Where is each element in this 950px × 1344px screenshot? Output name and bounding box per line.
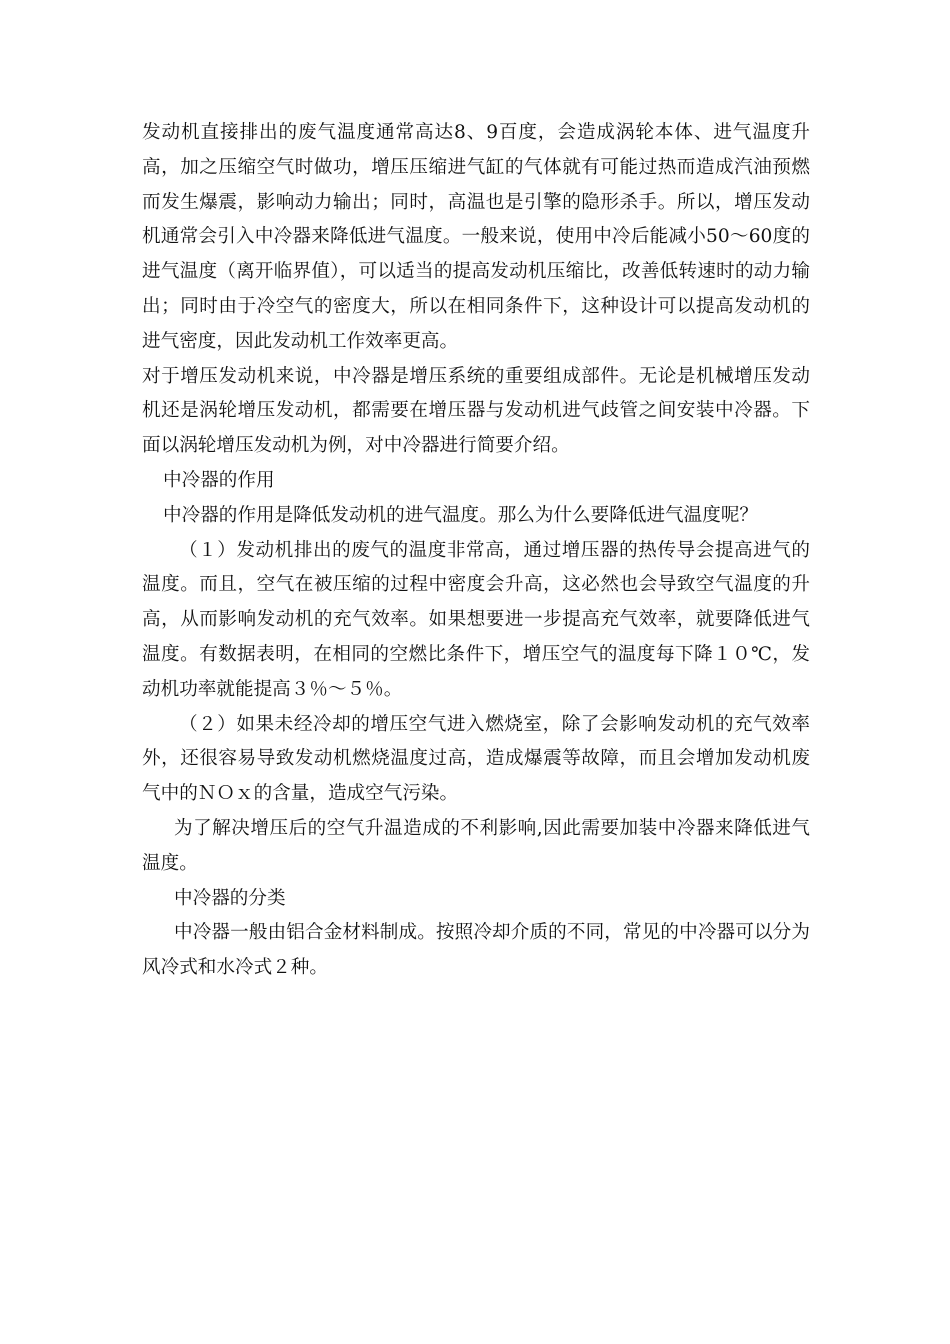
paragraph-intercooler-importance: 对于增压发动机来说，中冷器是增压系统的重要组成部件。无论是机械增压发动机还是涡轮增压发动机，都需要在增压器与发动机进气歧管之间安装中冷器。下面以涡轮增压发动机为例，对中冷器进行简要介绍。 xyxy=(142,365,810,457)
paragraph-function-intro: 中冷器的作用是降低发动机的进气温度。那么为什么要降低进气温度呢？ xyxy=(163,504,759,526)
section-heading-classification: 中冷器的分类 xyxy=(174,887,286,909)
document-body xyxy=(142,116,810,986)
section-heading-function: 中冷器的作用 xyxy=(163,469,275,491)
paragraph-reason-1: （１）发动机排出的废气的温度非常高，通过增压器的热传导会提高进气的温度。而且，空气在被压缩的过程中密度会升高，这必然也会导致空气温度的升高，从而影响发动机的充气效率。如果想要进一步提高充气效率，就要降低进气温度。有数据表明，在相同的空燃比条件下，增压空气的温度每下降１０℃，发动机功率就能提高３％～５％。 xyxy=(142,539,810,700)
paragraph-solution: 为了解决增压后的空气升温造成的不利影响,因此需要加装中冷器来降低进气温度。 xyxy=(142,817,810,874)
paragraph-exhaust-temperature: 发动机直接排出的废气温度通常高达8、9百度，会造成涡轮本体、进气温度升高，加之压缩空气时做功，增压压缩进气缸的气体就有可能过热而造成汽油预燃而发生爆震，影响动力输出；同时，高温也是引擎的隐形杀手。所以，增压发动机通常会引入中冷器来降低进气温度。一般来说，使用中冷后能减小50～60度的进气温度（离开临界值），可以适当的提高发动机压缩比，改善低转速时的动力输出；同时由于冷空气的密度大，所以在相同条件下，这种设计可以提高发动机的进气密度，因此发动机工作效率更高。 xyxy=(142,122,810,352)
paragraph-reason-2: （２）如果未经冷却的增压空气进入燃烧室，除了会影响发动机的充气效率外，还很容易导致发动机燃烧温度过高，造成爆震等故障，而且会增加发动机废气中的ＮＯｘ的含量，造成空气污染。 xyxy=(142,713,810,805)
paragraph-classification: 中冷器一般由铝合金材料制成。按照冷却介质的不同，常见的中冷器可以分为风冷式和水冷式２种。 xyxy=(142,922,810,979)
